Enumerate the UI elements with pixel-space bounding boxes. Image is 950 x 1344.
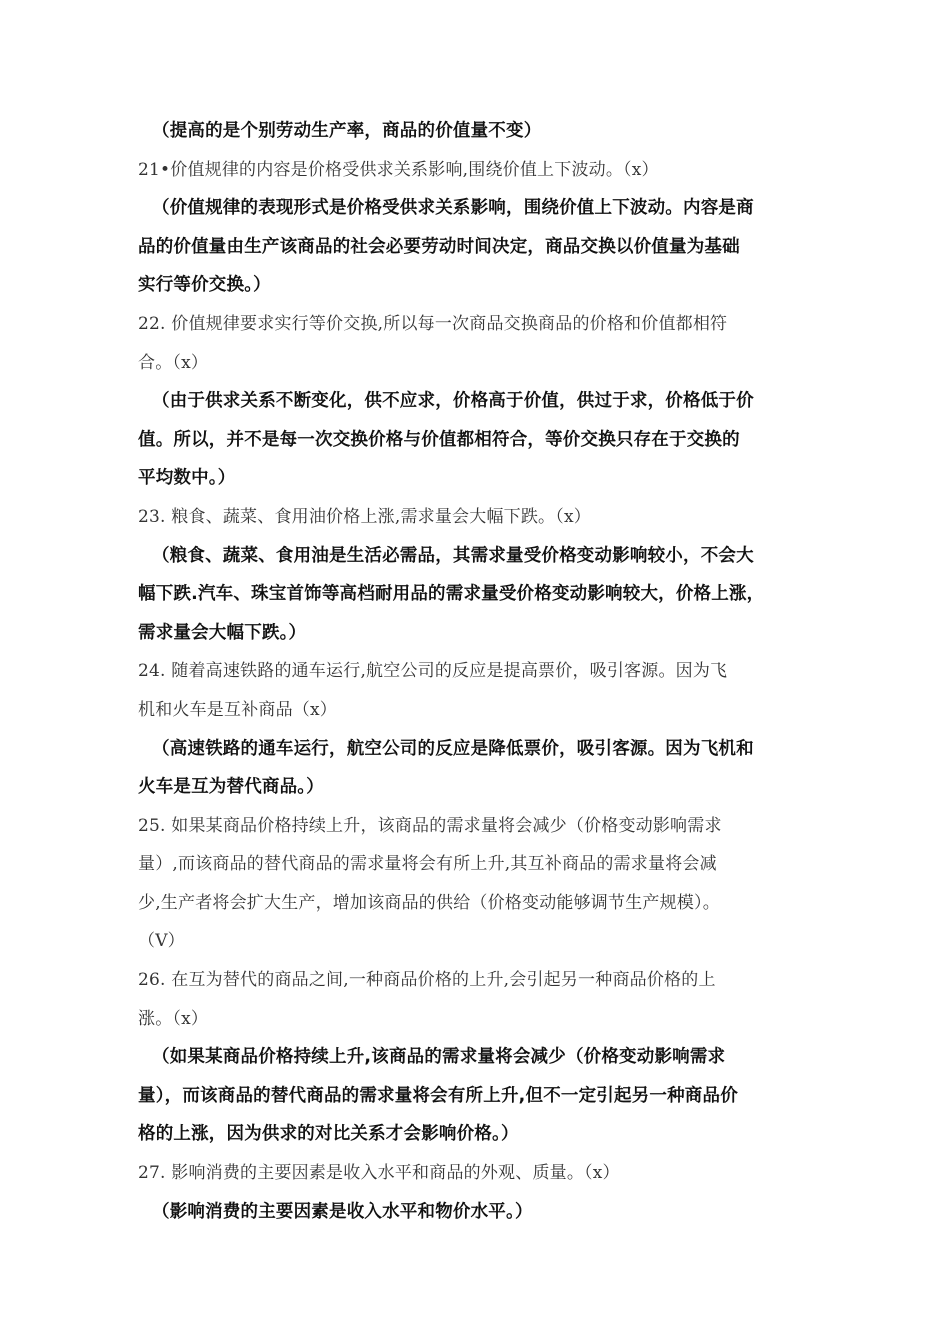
question-22-line: 合。（x）	[138, 352, 209, 373]
answer-line: （提高的是个别劳动生产率，商品的价值量不变）	[152, 121, 542, 141]
answer-24-line: （高速铁路的通车运行，航空公司的反应是降低票价，吸引客源。因为飞机和	[152, 738, 754, 759]
question-21-line: 21•价值规律的内容是价格受供求关系影响,围绕价值上下波动。（x）	[138, 159, 659, 180]
answer-24-line: 火车是互为替代商品。）	[138, 777, 324, 798]
answer-21-line: （价值规律的表现形式是价格受供求关系影响，围绕价值上下波动。内容是商	[152, 198, 754, 219]
answer-22-line: （由于供求关系不断变化，供不应求，价格高于价值，供过于求，价格低于价	[152, 391, 754, 412]
question-25-line: 量）,而该商品的替代商品的需求量将会有所上升,其互补商品的需求量将会减	[138, 854, 717, 875]
answer-22-line: 值。所以，并不是每一次交换价格与价值都相符合，等价交换只存在于交换的	[138, 429, 740, 450]
answer-26-line: 量），而该商品的替代商品的需求量将会有所上升,但不一定引起另一种商品价	[138, 1085, 738, 1106]
question-25-line: 少,生产者将会扩大生产，增加该商品的供给（价格变动能够调节生产规模）。	[138, 892, 720, 913]
question-27-line: 27. 影响消费的主要因素是收入水平和商品的外观、质量。（x）	[138, 1163, 620, 1184]
answer-23-line: 幅下跌.汽车、珠宝首饰等高档耐用品的需求量受价格变动影响较大，价格上涨，	[138, 584, 765, 605]
question-26-line: 涨。（x）	[138, 1008, 209, 1029]
question-23-line: 23. 粮食、蔬菜、食用油价格上涨,需求量会大幅下跌。（x）	[138, 506, 591, 527]
document-body	[138, 112, 818, 1231]
answer-26-line: （如果某商品价格持续上升,该商品的需求量将会减少（价格变动影响需求	[152, 1047, 726, 1068]
question-25-line: 25. 如果某商品价格持续上升，该商品的需求量将会减少（价格变动影响需求	[138, 815, 722, 836]
answer-27-line: （影响消费的主要因素是收入水平和物价水平。）	[152, 1201, 533, 1222]
question-26-line: 26. 在互为替代的商品之间,一种商品价格的上升,会引起另一种商品价格的上	[138, 970, 716, 991]
answer-21-line: 品的价值量由生产该商品的社会必要劳动时间决定，商品交换以价值量为基础	[138, 236, 740, 257]
question-24-line: 机和火车是互补商品（x）	[138, 699, 337, 720]
answer-22-line: 平均数中。）	[138, 468, 236, 489]
answer-21-line: 实行等价交换。）	[138, 275, 271, 296]
question-25-line: （V）	[138, 931, 185, 952]
answer-23-line: （粮食、蔬菜、食用油是生活必需品，其需求量受价格变动影响较小，不会大	[152, 545, 754, 566]
question-22-line: 22. 价值规律要求实行等价交换,所以每一次商品交换商品的价格和价值都相符	[138, 313, 728, 334]
answer-23-line: 需求量会大幅下跌。）	[138, 622, 307, 643]
answer-26-line: 格的上涨，因为供求的对比关系才会影响价格。）	[138, 1124, 519, 1145]
question-24-line: 24. 随着高速铁路的通车运行,航空公司的反应是提高票价，吸引客源。因为飞	[138, 661, 728, 682]
